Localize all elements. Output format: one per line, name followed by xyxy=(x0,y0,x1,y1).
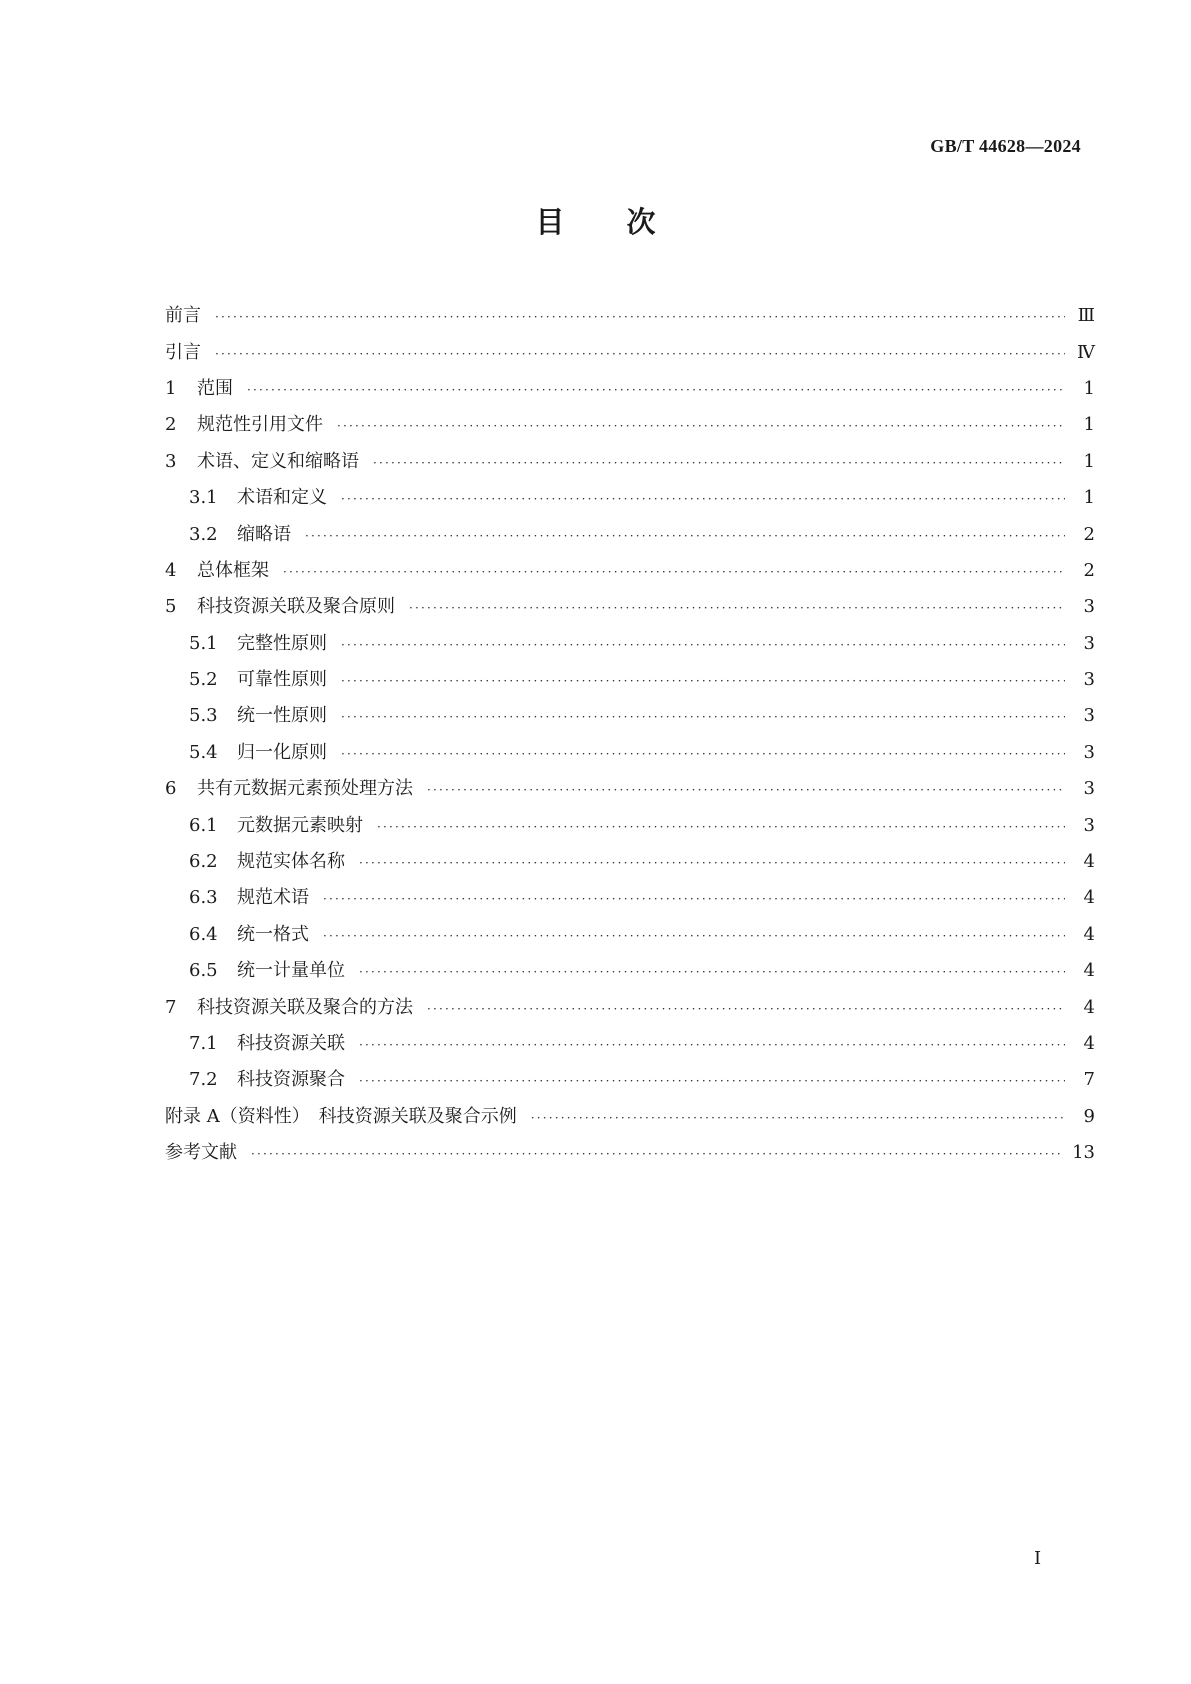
toc-entry-page: 4 xyxy=(1083,960,1095,982)
toc-entry-number: 7.2 xyxy=(189,1069,218,1091)
toc-dot-leader xyxy=(341,743,1065,763)
toc-entry-number: 6 xyxy=(165,778,177,800)
toc-entry-page: Ⅲ xyxy=(1077,305,1095,327)
toc-entry-number: 4 xyxy=(165,559,177,581)
toc-entry-title: 术语和定义 xyxy=(237,487,327,509)
toc-entry[interactable] xyxy=(165,371,1095,407)
toc-entry[interactable] xyxy=(165,735,1095,771)
toc-dot-leader xyxy=(359,1070,1065,1090)
toc-entry-title: 规范实体名称 xyxy=(237,851,345,873)
toc-entry[interactable] xyxy=(165,444,1095,480)
toc-entry-title: 参考文献 xyxy=(165,1142,237,1164)
toc-entry-number: 3.1 xyxy=(189,487,218,509)
toc-dot-leader xyxy=(247,379,1065,399)
toc-entry[interactable] xyxy=(165,1099,1095,1135)
toc-entry[interactable] xyxy=(165,953,1095,989)
toc-entry[interactable] xyxy=(165,334,1095,370)
toc-entry-number: 3 xyxy=(165,450,177,472)
toc-entry-title: 统一计量单位 xyxy=(237,960,345,982)
toc-entry-number: 5 xyxy=(165,596,177,618)
toc-dot-leader xyxy=(323,888,1065,908)
toc-entry-page: 7 xyxy=(1083,1069,1095,1091)
toc-dot-leader xyxy=(531,1107,1065,1127)
toc-entry[interactable] xyxy=(165,626,1095,662)
toc-entry-number: 6.2 xyxy=(189,851,218,873)
toc-entry[interactable] xyxy=(165,553,1095,589)
toc-entry-title: 科技资源关联 xyxy=(237,1033,345,1054)
toc-entry-number: 7.1 xyxy=(189,1033,218,1054)
toc-entry[interactable] xyxy=(165,1062,1095,1098)
toc-entry-number: 5.1 xyxy=(189,632,218,654)
toc-entry-page: 3 xyxy=(1083,814,1095,836)
toc-dot-leader xyxy=(359,961,1065,981)
toc-dot-leader xyxy=(359,852,1065,872)
toc-entry-title: 共有元数据元素预处理方法 xyxy=(197,778,413,800)
toc-entry-title: 范围 xyxy=(197,377,233,399)
toc-dot-leader xyxy=(409,597,1065,617)
toc-entry-title: 附录 A（资料性） 科技资源关联及聚合示例 xyxy=(165,1105,517,1127)
toc-dot-leader xyxy=(427,998,1065,1018)
toc-entry[interactable] xyxy=(165,771,1095,807)
toc-entry-page: 2 xyxy=(1083,523,1095,545)
toc-dot-leader xyxy=(373,452,1065,472)
toc-entry-page: 3 xyxy=(1083,778,1095,800)
toc-entry[interactable] xyxy=(165,807,1095,843)
toc-entry[interactable] xyxy=(165,1026,1095,1062)
toc-dot-leader xyxy=(251,1143,1064,1163)
toc-entry-number: 6.3 xyxy=(189,887,218,909)
toc-dot-leader xyxy=(305,525,1065,545)
toc-entry-title: 科技资源关联及聚合的方法 xyxy=(197,996,413,1018)
toc-entry[interactable] xyxy=(165,480,1095,516)
toc-entry-title: 可靠性原则 xyxy=(237,669,327,691)
toc-entry-page: 3 xyxy=(1083,669,1095,691)
toc-entry-number: 5.3 xyxy=(189,705,218,727)
toc-dot-leader xyxy=(323,925,1065,945)
page-folio: Ⅰ xyxy=(1034,1548,1042,1568)
toc-entry-title: 归一化原则 xyxy=(237,741,327,763)
toc-entry-number: 5.4 xyxy=(189,741,218,763)
toc-entry-number: 7 xyxy=(165,996,177,1018)
toc-entry-title: 规范性引用文件 xyxy=(197,414,323,436)
toc-dot-leader xyxy=(359,1034,1065,1054)
toc-entry[interactable] xyxy=(165,1135,1095,1171)
toc-entry[interactable] xyxy=(165,516,1095,552)
toc-entry-page: 4 xyxy=(1083,887,1095,909)
toc-entry-title: 科技资源聚合 xyxy=(237,1069,345,1091)
toc-entry-page: 4 xyxy=(1083,923,1095,945)
toc-entry-title: 前言 xyxy=(165,305,201,327)
toc-entry-page: 1 xyxy=(1083,377,1095,399)
toc-entry-page: 1 xyxy=(1083,414,1095,436)
toc-entry-page: Ⅳ xyxy=(1077,341,1095,363)
toc-entry-number: 6.1 xyxy=(189,814,218,836)
toc-entry[interactable] xyxy=(165,917,1095,953)
toc-entry-page: 3 xyxy=(1083,632,1095,654)
toc-dot-leader xyxy=(377,816,1065,836)
toc-entry[interactable] xyxy=(165,989,1095,1025)
toc-entry-title: 完整性原则 xyxy=(237,632,327,654)
toc-entry[interactable] xyxy=(165,589,1095,625)
toc-entry-page: 3 xyxy=(1083,705,1095,727)
toc-entry[interactable] xyxy=(165,407,1095,443)
toc-entry-page: 1 xyxy=(1083,450,1095,472)
toc-entry-page: 9 xyxy=(1083,1105,1095,1127)
toc-dot-leader xyxy=(341,634,1065,654)
toc-entry-title: 术语、定义和缩略语 xyxy=(197,450,359,472)
toc-entry-page: 2 xyxy=(1083,559,1095,581)
toc-entry-title: 统一格式 xyxy=(237,923,309,945)
toc-entry-number: 6.4 xyxy=(189,923,218,945)
toc-dot-leader xyxy=(341,488,1065,508)
toc-entry-page: 1 xyxy=(1083,487,1095,509)
toc-entry-page: 4 xyxy=(1083,996,1095,1018)
toc-dot-leader xyxy=(283,561,1065,581)
page-title: 目次 xyxy=(535,205,718,239)
toc-dot-leader xyxy=(337,415,1065,435)
toc-entry-number: 1 xyxy=(165,377,177,399)
toc-dot-leader xyxy=(427,779,1065,799)
toc-entry[interactable] xyxy=(165,880,1095,916)
toc-entry[interactable] xyxy=(165,298,1095,334)
toc-dot-leader xyxy=(341,706,1065,726)
toc-entry-page: 4 xyxy=(1083,851,1095,873)
toc-entry-title: 总体框架 xyxy=(197,559,269,581)
toc-entry-number: 6.5 xyxy=(189,960,218,982)
toc-entry-title: 科技资源关联及聚合原则 xyxy=(197,596,395,618)
toc-entry-title: 缩略语 xyxy=(237,523,291,545)
toc-entry[interactable] xyxy=(165,844,1095,880)
toc-entry-page: 3 xyxy=(1083,596,1095,618)
standard-code: GB/T 44628—2024 xyxy=(930,136,1081,156)
toc-entry-page: 13 xyxy=(1072,1142,1095,1164)
toc-entry[interactable] xyxy=(165,662,1095,698)
toc-dot-leader xyxy=(215,343,1065,363)
toc-entry-title: 引言 xyxy=(165,341,201,363)
toc-entry-title: 统一性原则 xyxy=(237,705,327,727)
toc-entry-title: 规范术语 xyxy=(237,887,309,909)
toc-entry-number: 3.2 xyxy=(189,523,218,545)
toc-entry[interactable] xyxy=(165,698,1095,734)
table-of-contents xyxy=(165,298,1095,1171)
toc-entry-number: 5.2 xyxy=(189,669,218,691)
toc-entry-title: 元数据元素映射 xyxy=(237,814,363,836)
toc-dot-leader xyxy=(341,670,1065,690)
toc-entry-number: 2 xyxy=(165,414,177,436)
toc-entry-page: 3 xyxy=(1083,741,1095,763)
toc-entry-page: 4 xyxy=(1083,1033,1095,1054)
toc-dot-leader xyxy=(215,306,1065,326)
